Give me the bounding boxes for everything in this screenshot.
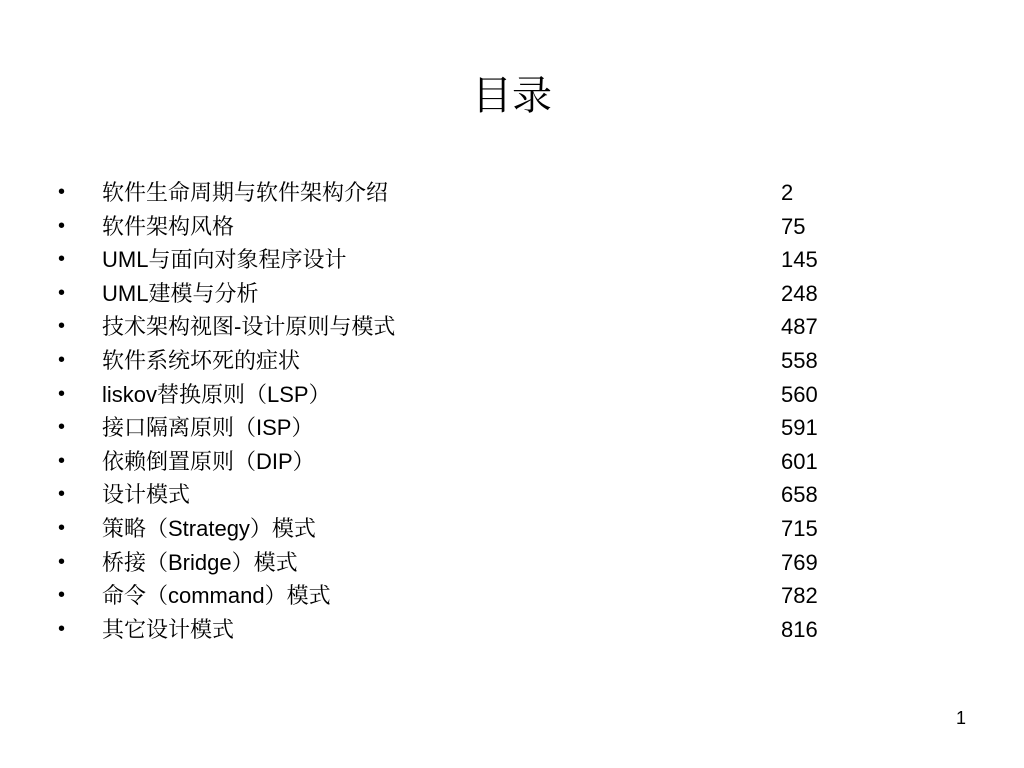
- toc-item-page: 816: [781, 616, 818, 642]
- toc-item-label: liskov替换原则（LSP）: [102, 381, 331, 407]
- toc-item: [58, 478, 858, 512]
- toc-item-page: 591: [781, 415, 818, 441]
- toc-item-label: 桥接（Bridge）模式: [102, 549, 298, 575]
- toc-item-page: 145: [781, 247, 818, 273]
- toc-item-label: 技术架构视图-设计原则与模式: [102, 314, 396, 340]
- bullet-icon: •: [58, 214, 66, 237]
- toc-item-label: 软件生命周期与软件架构介绍: [102, 180, 389, 205]
- toc-item: [58, 546, 858, 580]
- toc-item: [58, 445, 858, 479]
- bullet-icon: •: [58, 382, 66, 405]
- toc-item-page: 487: [781, 314, 818, 340]
- toc-item: [58, 579, 858, 613]
- toc-item: [58, 512, 858, 546]
- bullet-icon: •: [58, 416, 66, 439]
- bullet-icon: •: [58, 315, 66, 338]
- bullet-icon: •: [58, 550, 66, 573]
- toc-item-label: UML与面向对象程序设计: [102, 247, 347, 273]
- toc-item: [58, 176, 858, 210]
- toc-item: [58, 344, 858, 378]
- toc-item-page: 658: [781, 482, 818, 508]
- toc-item: [58, 411, 858, 445]
- toc-item-label: 软件系统坏死的症状: [102, 347, 301, 373]
- toc-item-page: 248: [781, 280, 818, 306]
- toc-item-label: 依赖倒置原则（DIP）: [102, 448, 315, 474]
- toc-item-page: 769: [781, 549, 818, 575]
- toc-item-label: 策略（Strategy）模式: [102, 515, 316, 541]
- toc-item: [58, 210, 858, 244]
- bullet-icon: •: [58, 348, 66, 371]
- toc-item-label: 接口隔离原则（ISP）: [102, 415, 314, 441]
- toc-item-page: 715: [781, 515, 818, 541]
- toc-item-page: 2: [781, 180, 794, 205]
- toc-item: [58, 310, 858, 344]
- toc-item-page: 782: [781, 583, 818, 609]
- bullet-icon: •: [58, 584, 66, 607]
- toc-item: [58, 378, 858, 412]
- toc-item-label: 命令（command）模式: [102, 583, 331, 609]
- bullet-icon: •: [58, 516, 66, 539]
- toc-item: [58, 277, 858, 311]
- toc-item-page: 601: [781, 448, 818, 474]
- toc-item-page: 558: [781, 347, 818, 373]
- bullet-icon: •: [58, 449, 66, 472]
- toc-item: [58, 613, 858, 647]
- toc-item-label: 软件架构风格: [102, 213, 235, 239]
- toc-item-label: 其它设计模式: [102, 616, 235, 642]
- bullet-icon: •: [58, 617, 66, 640]
- bullet-icon: •: [58, 281, 66, 304]
- toc-item-page: 75: [781, 213, 806, 239]
- toc-item-label: 设计模式: [102, 482, 191, 508]
- bullet-icon: •: [58, 181, 66, 203]
- bullet-icon: •: [58, 483, 66, 506]
- toc-item-label: UML建模与分析: [102, 280, 259, 306]
- table-of-contents: [58, 176, 858, 646]
- toc-item: [58, 243, 858, 277]
- slide-title: 目录: [472, 74, 552, 118]
- toc-item-page: 560: [781, 381, 818, 407]
- slide-number: 1: [955, 708, 966, 728]
- bullet-icon: •: [58, 248, 66, 271]
